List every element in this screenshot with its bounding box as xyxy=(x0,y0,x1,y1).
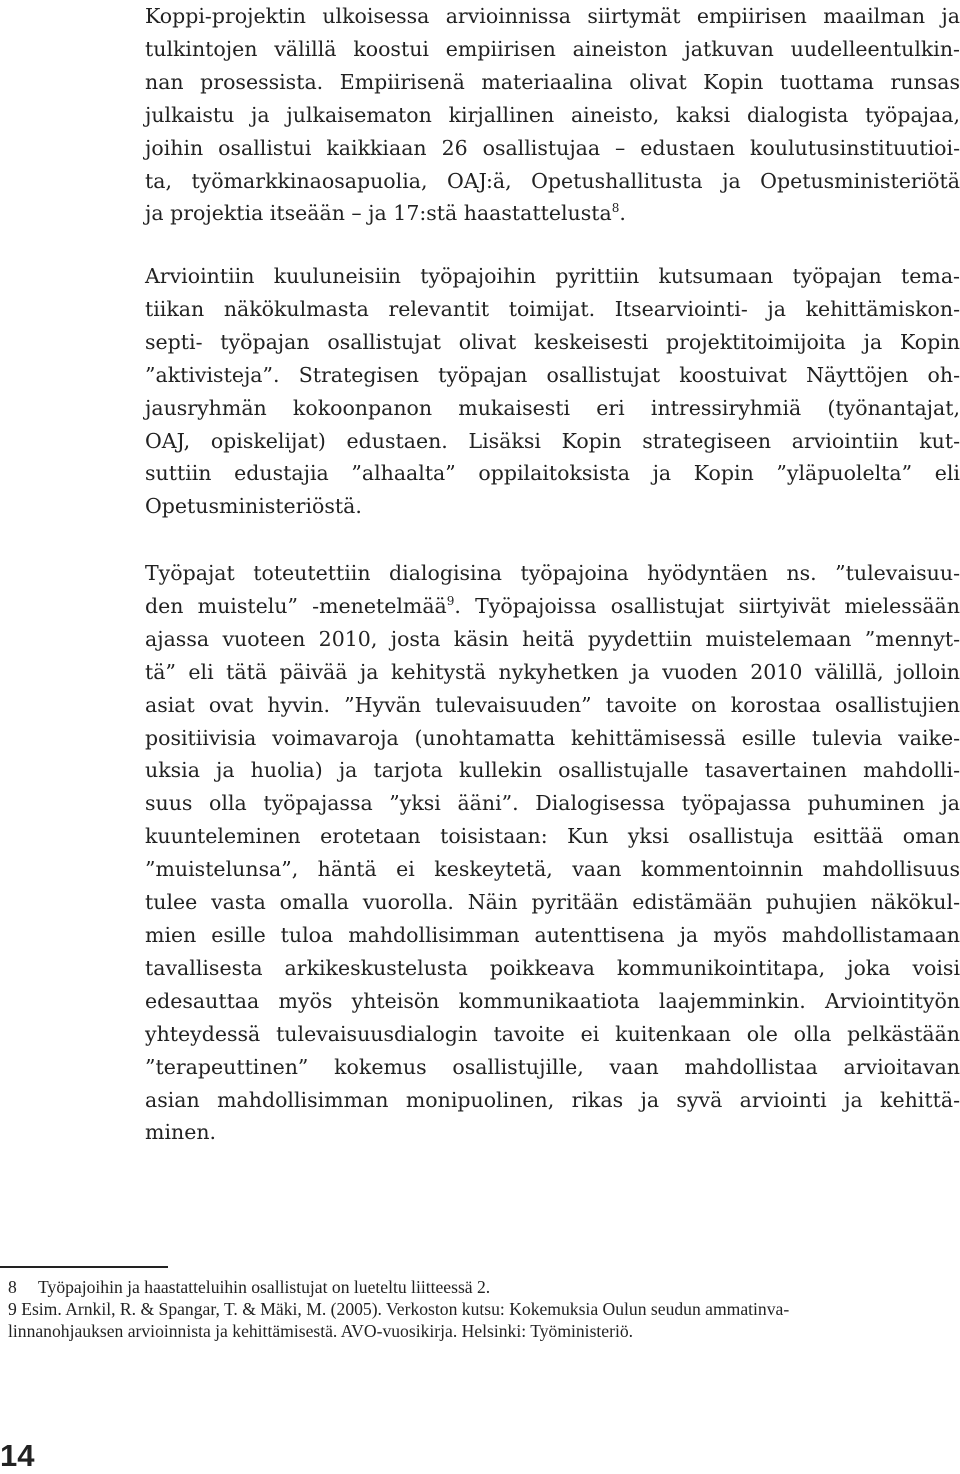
footnote-text: Työpajoihin ja haastatteluihin osallistujat on lueteltu liitteessä 2. xyxy=(38,1277,491,1297)
text-line: suttiin edustajia ”alhaalta” oppilaitoksista ja Kopin ”yläpuolelta” eli xyxy=(145,461,960,486)
text-line: septi- työpajan osallistujat olivat keskeisesti projektitoimijoita ja Kopin xyxy=(145,329,960,354)
page-number: 14 xyxy=(0,1438,35,1473)
text-line: ”terapeuttinen” kokemus osallistujille, vaan mahdollistaa arvioitavan xyxy=(145,1054,960,1079)
footnote-number: 8 xyxy=(8,1277,17,1297)
text-line: tulee vasta omalla vuorolla. Näin pyritään edistämään puhujien näkökul- xyxy=(145,890,960,915)
text-line: kuunteleminen erotetaan toisistaan: Kun yksi osallistuja esittää oman xyxy=(145,824,960,849)
text-line: julkaistu ja julkaisematon kirjallinen aineisto, kaksi dialogista työpajaa, xyxy=(145,102,960,127)
text-line: Työpajat toteutettiin dialogisina työpajoina hyödyntäen ns. ”tulevaisuu- xyxy=(145,561,960,585)
footnote-ref-9: 9 xyxy=(446,594,455,609)
footnote-9-line-2: linnanohjauksen arvioinnista ja kehittämisestä. AVO-vuosikirja. Helsinki: Työministeriö. xyxy=(8,1321,634,1341)
text-segment: . Työpajoissa osallistujat siirtyivät mielessään xyxy=(454,593,960,618)
text-line: joihin osallistui kaikkiaan 26 osallistujaa – edustaen koulutusinstituutioi- xyxy=(145,135,960,160)
text-line xyxy=(145,590,960,623)
text-line: asian mahdollisimman monipuolinen, rikas ja syvä arviointi ja kehittä- xyxy=(145,1087,960,1112)
text-line: minen. xyxy=(145,1120,217,1145)
text-line: asiat ovat hyvin. ”Hyvän tulevaisuuden” tavoite on korostaa osallistujien xyxy=(145,692,960,717)
text-line: nan prosessista. Empiirisenä materiaalina olivat Kopin tuottama runsas xyxy=(145,69,960,94)
text-segment: ja projektia itseään – ja 17:stä haastattelusta xyxy=(145,201,612,226)
text-line: uksia ja huolia) ja tarjota kullekin osallistujalle tasavertainen mahdolli- xyxy=(145,758,960,783)
text-line: ajassa vuoteen 2010, josta käsin heitä pyydettiin muistelemaan ”mennyt- xyxy=(145,626,960,651)
footnote-divider xyxy=(0,1266,168,1268)
paragraph-2 xyxy=(145,260,960,523)
text-line xyxy=(145,197,960,230)
text-line: OAJ, opiskelijat) edustaen. Lisäksi Kopin strategiseen arviointiin kut- xyxy=(145,428,960,453)
text-line: Arviointiin kuuluneisiin työpajoihin pyrittiin kutsumaan työpajan tema- xyxy=(145,264,960,288)
paragraph-3 xyxy=(145,557,960,1149)
footnote-8 xyxy=(0,1276,960,1298)
footnotes xyxy=(0,1276,960,1342)
text-line: tulkintojen välillä koostui empiirisen aineiston jatkuvan uudelleentulkin- xyxy=(145,36,960,61)
text-segment: . xyxy=(619,201,626,226)
text-line: edesauttaa myös yhteisön kommunikaatiota laajemminkin. Arviointityön xyxy=(145,988,960,1013)
text-line: tä” eli tätä päivää ja kehitystä nykyhetken ja vuoden 2010 välillä, jolloin xyxy=(145,659,960,684)
text-line: Opetusministeriöstä. xyxy=(145,494,362,519)
text-line: suus olla työpajassa ”yksi ääni”. Dialogisessa työpajassa puhuminen ja xyxy=(145,791,960,816)
text-line: mien esille tuloa mahdollisimman autenttisena ja myös mahdollistamaan xyxy=(145,922,960,947)
text-line: yhteydessä tulevaisuusdialogin tavoite ei kuitenkaan ole olla pelkästään xyxy=(145,1021,960,1046)
text-line: tavallisesta arkikeskustelusta poikkeava kommunikointitapa, joka voisi xyxy=(145,955,960,980)
footnote-ref-8: 8 xyxy=(611,201,620,216)
text-line: Koppi-projektin ulkoisessa arvioinnissa siirtymät empiirisen maailman ja xyxy=(145,4,960,28)
text-segment: den muistelu” -menetelmää xyxy=(145,593,447,618)
text-line: jausryhmän kokoonpanon mukaisesti eri intressiryhmiä (työnantajat, xyxy=(145,395,960,420)
text-line: positiivisia voimavaroja (unohtamatta kehittämisessä esille tulevia vaike- xyxy=(145,725,960,750)
text-line: ta, työmarkkinaosapuolia, OAJ:ä, Opetushallitusta ja Opetusministeriötä xyxy=(145,168,960,193)
text-line: ”aktivisteja”. Strategisen työpajan osallistujat koostuivat Näyttöjen oh- xyxy=(145,362,960,387)
text-line: ”muistelunsa”, häntä ei keskeytetä, vaan kommentoinnin mahdollisuus xyxy=(145,857,960,882)
text-line: tiikan näkökulmasta relevantit toimijat. Itsearviointi- ja kehittämiskon- xyxy=(145,296,960,321)
footnote-9-line-1: 9 Esim. Arnkil, R. & Spangar, T. & Mäki, M. (2005). Verkoston kutsu: Kokemuksia Oulun seudun ammatinva- xyxy=(8,1299,790,1319)
paragraph-1 xyxy=(145,0,960,230)
